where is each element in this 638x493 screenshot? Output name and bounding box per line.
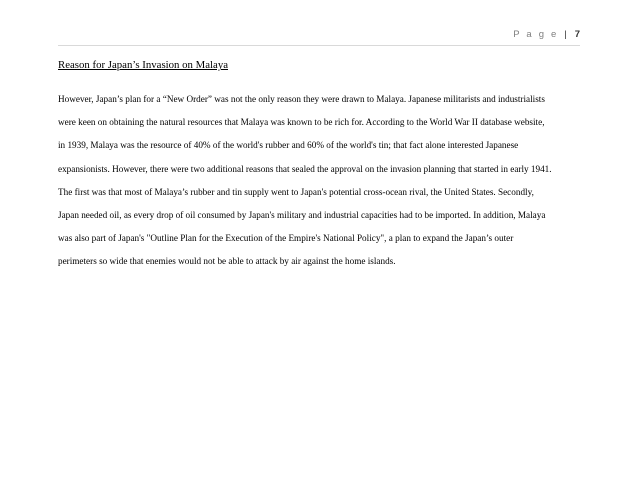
paragraph-line: were keen on obtaining the natural resources that Malaya was known to be rich for. According to the World War II database website, xyxy=(58,117,545,128)
header-divider xyxy=(58,45,580,46)
page-label: P a g e xyxy=(513,29,559,40)
body-paragraph xyxy=(58,93,598,279)
paragraph-line: Japan needed oil, as every drop of oil consumed by Japan's military and industrial capacities had to be imported. In addition, Malaya xyxy=(58,209,546,220)
page-header xyxy=(513,29,580,41)
page-number: 7 xyxy=(574,29,580,40)
paragraph-line: The first was that most of Malaya’s rubber and tin supply went to Japan's potential cross-ocean rival, the United States. Secondly, xyxy=(58,186,534,197)
paragraph-line: perimeters so wide that enemies would not be able to attack by air against the home islands. xyxy=(58,256,396,267)
paragraph-line: However, Japan’s plan for a “New Order” was not the only reason they were drawn to Malaya. Japanese militarists and industrialists xyxy=(58,94,545,104)
paragraph-line: in 1939, Malaya was the resource of 40% of the world's rubber and 60% of the world's tin; that fact alone interested Japanese xyxy=(58,140,519,151)
page-separator: | xyxy=(564,29,567,40)
paragraph-line: was also part of Japan's "Outline Plan for the Execution of the Empire's National Policy", a plan to expand the Japan’s outer xyxy=(58,233,514,244)
paragraph-line: expansionists. However, there were two additional reasons that sealed the approval on the invasion planning that started in early 1941. xyxy=(58,163,552,174)
section-heading: Reason for Japan’s Invasion on Malaya xyxy=(58,59,229,71)
